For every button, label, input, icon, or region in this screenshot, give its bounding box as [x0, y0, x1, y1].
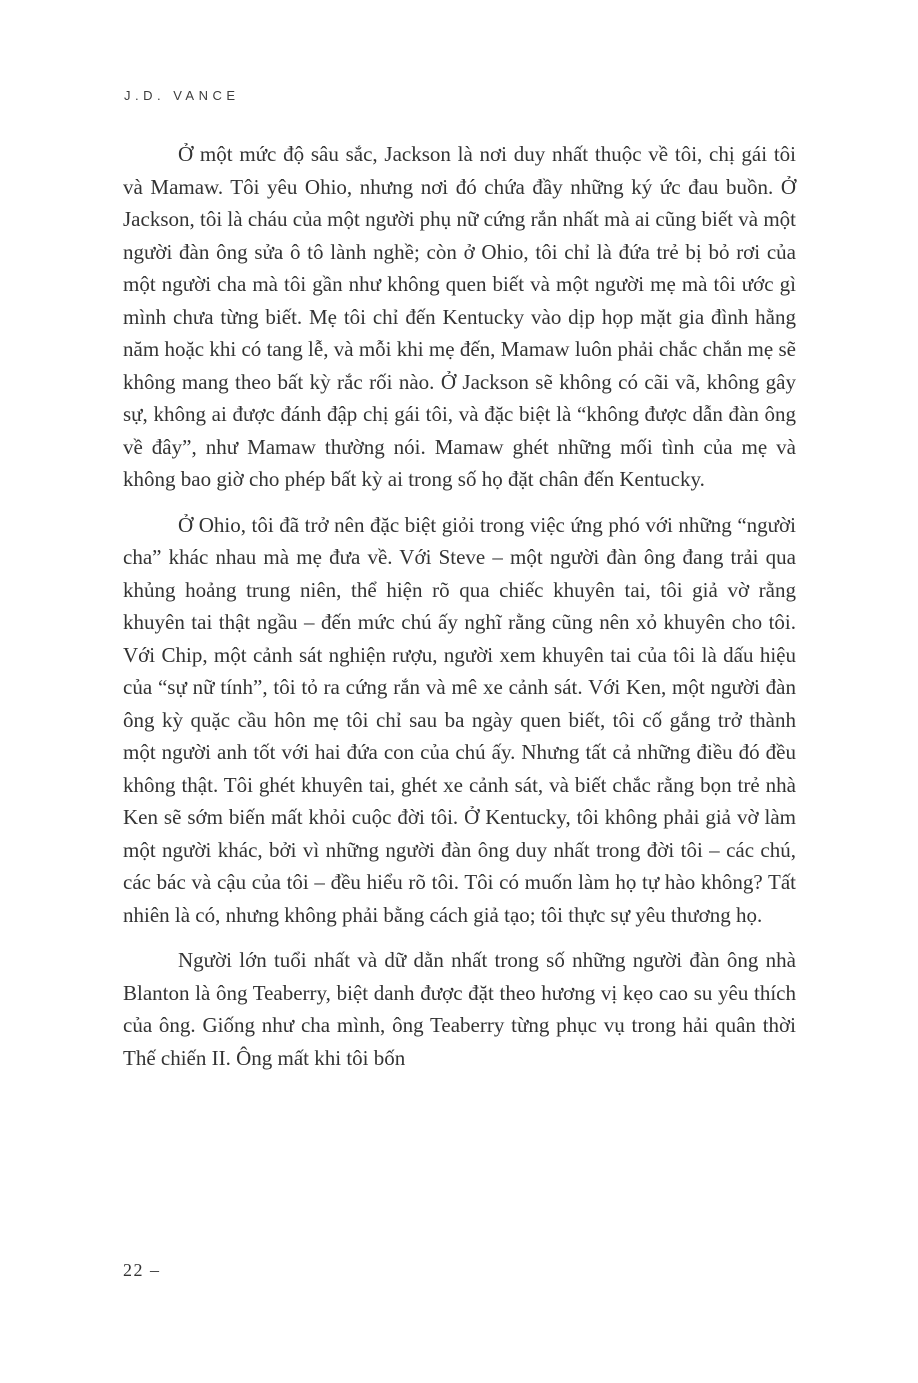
page-number: 22 –	[123, 1260, 161, 1280]
running-header: J.D. VANCE	[124, 88, 240, 103]
body-paragraph: Người lớn tuổi nhất và dữ dằn nhất trong số những người đàn ông nhà Blanton là ông Teaberry, biệt danh được đặt theo hương vị kẹo cao su yêu thích của ông. Giống như cha mình, ông Teaberry từng phục vụ trong hải quân thời Thế chiến II. Ông mất khi tôi bốn	[123, 948, 796, 1070]
body-paragraph: Ở Ohio, tôi đã trở nên đặc biệt giỏi trong việc ứng phó với những “người cha” khác nhau mà mẹ đưa về. Với Steve – một người đàn ông đang trải qua khủng hoảng trung niên, thể hiện rõ qua chiếc khuyên tai, tôi giả vờ rằng khuyên tai thật ngầu – đến mức chú ấy nghĩ rằng cũng nên xỏ khuyên cho tôi. Với Chip, một cảnh sát nghiện rượu, người xem khuyên tai của tôi là dấu hiệu của “sự nữ tính”, tôi tỏ ra cứng rắn và mê xe cảnh sát. Với Ken, một người đàn ông kỳ quặc cầu hôn mẹ tôi chỉ sau ba ngày quen biết, tôi cố gắng trở thành một người anh tốt với hai đứa con của chú ấy. Nhưng tất cả những điều đó đều không thật. Tôi ghét khuyên tai, ghét xe cảnh sát, và biết chắc rằng bọn trẻ nhà Ken sẽ sớm biến mất khỏi cuộc đời tôi. Ở Kentucky, tôi không phải giả vờ làm một người khác, bởi vì những người đàn ông duy nhất trong đời tôi – các chú, các bác và cậu của tôi – đều hiểu rõ tôi. Tôi có muốn làm họ tự hào không? Tất nhiên là có, nhưng không phải bằng cách giả tạo; tôi thực sự yêu thương họ.	[123, 512, 796, 927]
page-body	[123, 138, 796, 1087]
body-paragraph: Ở một mức độ sâu sắc, Jackson là nơi duy nhất thuộc về tôi, chị gái tôi và Mamaw. Tôi yêu Ohio, nhưng nơi đó chứa đầy những ký ức đau buồn. Ở Jackson, tôi là cháu của một người phụ nữ cứng rắn nhất mà ai cũng biết và một người đàn ông sửa ô tô lành nghề; còn ở Ohio, tôi chỉ là đứa trẻ bị bỏ rơi của một người cha mà tôi gần như không quen biết và một người mẹ mà tôi ước gì mình chưa từng biết. Mẹ tôi chỉ đến Kentucky vào dịp họp mặt gia đình hằng năm hoặc khi có tang lễ, và mỗi khi mẹ đến, Mamaw luôn phải chắc chắn mẹ sẽ không mang theo bất kỳ rắc rối nào. Ở Jackson sẽ không có cãi vã, không gây sự, không ai được đánh đập chị gái tôi, và đặc biệt là “không được dẫn đàn ông về đây”, như Mamaw thường nói. Mamaw ghét những mối tình của mẹ và không bao giờ cho phép bất kỳ ai trong số họ đặt chân đến Kentucky.	[123, 142, 796, 491]
